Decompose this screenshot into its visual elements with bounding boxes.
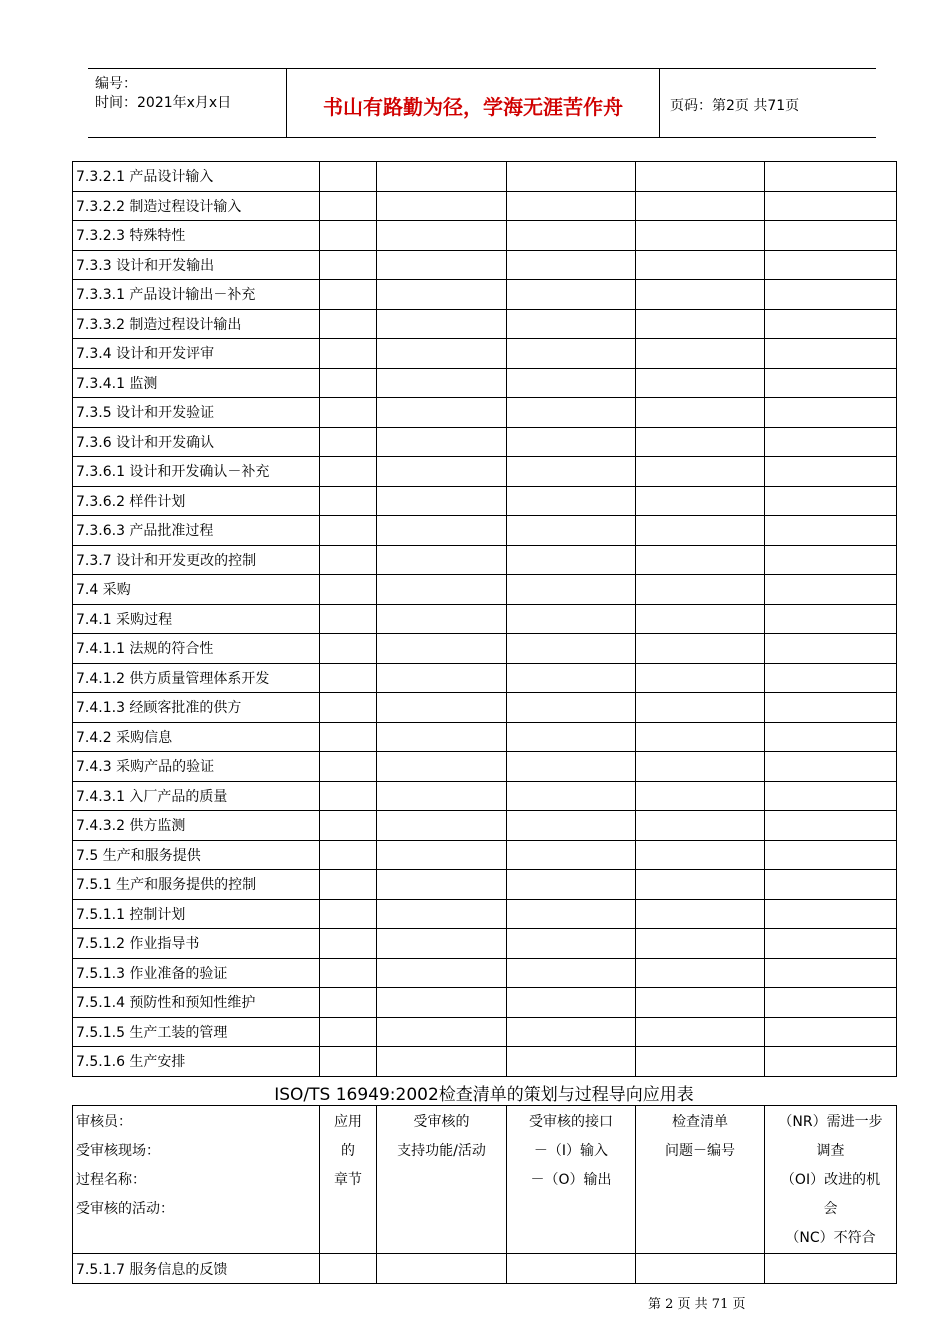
table-row <box>73 958 897 988</box>
blank-cell[interactable] <box>636 663 765 693</box>
blank-cell[interactable] <box>636 1017 765 1047</box>
blank-cell[interactable] <box>765 221 897 251</box>
blank-cell[interactable] <box>765 486 897 516</box>
clause-cell: 7.3.4 设计和开发评审 <box>73 339 320 369</box>
blank-cell[interactable] <box>636 929 765 959</box>
header-line: 应用 <box>334 1114 362 1130</box>
clause-cell: 7.3.2.3 特殊特性 <box>73 221 320 251</box>
blank-cell[interactable] <box>636 870 765 900</box>
blank-cell[interactable] <box>765 309 897 339</box>
blank-cell[interactable] <box>507 162 636 192</box>
blank-cell[interactable] <box>377 575 507 605</box>
blank-cell[interactable] <box>507 486 636 516</box>
table-row <box>73 634 897 664</box>
blank-cell[interactable] <box>636 162 765 192</box>
blank-cell[interactable] <box>320 339 377 369</box>
clause-cell: 7.4.2 采购信息 <box>73 722 320 752</box>
blank-cell[interactable] <box>636 457 765 487</box>
blank-cell[interactable] <box>636 516 765 546</box>
blank-cell[interactable] <box>320 221 377 251</box>
table-row <box>73 1017 897 1047</box>
blank-cell[interactable] <box>636 1254 765 1284</box>
blank-cell[interactable] <box>507 280 636 310</box>
blank-cell[interactable] <box>377 929 507 959</box>
clause-cell: 7.5.1 生产和服务提供的控制 <box>73 870 320 900</box>
blank-cell[interactable] <box>507 634 636 664</box>
blank-cell[interactable] <box>320 1017 377 1047</box>
blank-cell[interactable] <box>507 339 636 369</box>
header-page-label: 页码：第2页 共71页 <box>670 98 800 114</box>
header-line: （NC）不符合 <box>785 1230 876 1246</box>
header-line: －（O）输出 <box>530 1172 612 1188</box>
table-row <box>73 870 897 900</box>
header-motto-cell <box>287 69 660 137</box>
blank-cell[interactable] <box>765 368 897 398</box>
blank-cell[interactable] <box>320 752 377 782</box>
blank-cell[interactable] <box>507 1254 636 1284</box>
header-line: 受审核的 <box>413 1114 470 1130</box>
table-row <box>73 722 897 752</box>
clause-cell: 7.5.1.6 生产安排 <box>73 1047 320 1077</box>
blank-cell[interactable] <box>507 309 636 339</box>
table-row <box>73 457 897 487</box>
blank-cell[interactable] <box>636 427 765 457</box>
clause-cell: 7.3.7 设计和开发更改的控制 <box>73 545 320 575</box>
clause-cell: 7.3.5 设计和开发验证 <box>73 398 320 428</box>
blank-cell[interactable] <box>377 870 507 900</box>
blank-cell[interactable] <box>377 221 507 251</box>
clause-cell: 7.3.3.2 制造过程设计输出 <box>73 309 320 339</box>
blank-cell[interactable] <box>377 457 507 487</box>
checklist-question-header <box>636 1106 765 1254</box>
blank-cell[interactable] <box>377 840 507 870</box>
blank-cell[interactable] <box>377 693 507 723</box>
table-row <box>73 752 897 782</box>
blank-cell[interactable] <box>507 958 636 988</box>
table-row <box>73 840 897 870</box>
blank-cell[interactable] <box>377 899 507 929</box>
document-number-label: 编号： <box>95 76 137 92</box>
header-line: 章节 <box>334 1172 362 1188</box>
header-line: 调查 <box>816 1143 845 1159</box>
blank-cell[interactable] <box>765 899 897 929</box>
header-line: （OI）改进的机 <box>780 1172 881 1188</box>
blank-cell[interactable] <box>636 811 765 841</box>
blank-cell[interactable] <box>636 1047 765 1077</box>
blank-cell[interactable] <box>636 604 765 634</box>
table-row <box>73 929 897 959</box>
table-row <box>73 280 897 310</box>
blank-cell[interactable] <box>507 870 636 900</box>
blank-cell[interactable] <box>765 191 897 221</box>
blank-cell[interactable] <box>636 781 765 811</box>
blank-cell[interactable] <box>765 457 897 487</box>
blank-cell[interactable] <box>765 339 897 369</box>
blank-cell[interactable] <box>320 545 377 575</box>
blank-cell[interactable] <box>636 309 765 339</box>
blank-cell[interactable] <box>320 486 377 516</box>
audited-site-label: 受审核现场： <box>76 1143 160 1159</box>
blank-cell[interactable] <box>765 250 897 280</box>
table-row <box>73 191 897 221</box>
blank-cell[interactable] <box>320 280 377 310</box>
blank-cell[interactable] <box>765 1017 897 1047</box>
blank-cell[interactable] <box>377 722 507 752</box>
blank-cell[interactable] <box>765 1254 897 1284</box>
table-row <box>73 1254 897 1284</box>
blank-cell[interactable] <box>377 545 507 575</box>
blank-cell[interactable] <box>320 899 377 929</box>
table-row <box>73 1047 897 1077</box>
blank-cell[interactable] <box>765 811 897 841</box>
page-header <box>88 68 876 138</box>
blank-cell[interactable] <box>636 398 765 428</box>
table-row <box>73 516 897 546</box>
finding-type-header <box>765 1106 897 1254</box>
blank-cell[interactable] <box>320 781 377 811</box>
blank-cell[interactable] <box>320 398 377 428</box>
header-line: （NR）需进一步 <box>778 1114 883 1130</box>
blank-cell[interactable] <box>320 368 377 398</box>
clause-cell: 7.3.3 设计和开发输出 <box>73 250 320 280</box>
blank-cell[interactable] <box>507 368 636 398</box>
blank-cell[interactable] <box>320 516 377 546</box>
blank-cell[interactable] <box>507 545 636 575</box>
footer-page-number: 第 2 页 共 71 页 <box>648 1297 746 1312</box>
clause-cell: 7.4.3.2 供方监测 <box>73 811 320 841</box>
table-row <box>73 693 897 723</box>
table-row <box>73 427 897 457</box>
blank-cell[interactable] <box>636 840 765 870</box>
blank-cell[interactable] <box>765 545 897 575</box>
checklist-table <box>72 161 897 1077</box>
table-row <box>73 368 897 398</box>
blank-cell[interactable] <box>636 634 765 664</box>
blank-cell[interactable] <box>377 604 507 634</box>
blank-cell[interactable] <box>765 634 897 664</box>
blank-cell[interactable] <box>320 604 377 634</box>
header-page-cell <box>660 69 876 137</box>
blank-cell[interactable] <box>377 368 507 398</box>
header-line: －（I）输入 <box>533 1143 609 1159</box>
blank-cell[interactable] <box>765 604 897 634</box>
blank-cell[interactable] <box>320 427 377 457</box>
clause-cell: 7.3.6 设计和开发确认 <box>73 427 320 457</box>
clause-cell: 7.3.2.1 产品设计输入 <box>73 162 320 192</box>
blank-cell[interactable] <box>765 162 897 192</box>
blank-cell[interactable] <box>377 752 507 782</box>
blank-cell[interactable] <box>507 840 636 870</box>
blank-cell[interactable] <box>320 162 377 192</box>
blank-cell[interactable] <box>320 929 377 959</box>
blank-cell[interactable] <box>377 162 507 192</box>
blank-cell[interactable] <box>507 1047 636 1077</box>
blank-cell[interactable] <box>377 398 507 428</box>
blank-cell[interactable] <box>320 811 377 841</box>
header-line: 受审核的接口 <box>529 1114 613 1130</box>
blank-cell[interactable] <box>320 309 377 339</box>
clause-cell: 7.5.1.5 生产工装的管理 <box>73 1017 320 1047</box>
table-row <box>73 988 897 1018</box>
table-row <box>73 250 897 280</box>
blank-cell[interactable] <box>320 634 377 664</box>
blank-cell[interactable] <box>507 663 636 693</box>
blank-cell[interactable] <box>765 516 897 546</box>
blank-cell[interactable] <box>507 752 636 782</box>
clause-cell: 7.3.6.3 产品批准过程 <box>73 516 320 546</box>
blank-cell[interactable] <box>507 693 636 723</box>
blank-cell[interactable] <box>320 722 377 752</box>
blank-cell[interactable] <box>636 752 765 782</box>
clause-cell: 7.4.1.3 经顾客批准的供方 <box>73 693 320 723</box>
blank-cell[interactable] <box>765 929 897 959</box>
blank-cell[interactable] <box>765 958 897 988</box>
column-header-row <box>73 1106 897 1254</box>
clause-cell: 7.4.3 采购产品的验证 <box>73 752 320 782</box>
header-left-cell <box>88 69 287 137</box>
auditor-label: 审核员： <box>76 1114 132 1130</box>
header-line: 会 <box>823 1201 838 1217</box>
support-function-header <box>377 1106 507 1254</box>
blank-cell[interactable] <box>377 634 507 664</box>
clause-cell: 7.5.1.1 控制计划 <box>73 899 320 929</box>
blank-cell[interactable] <box>320 870 377 900</box>
blank-cell[interactable] <box>765 722 897 752</box>
blank-cell[interactable] <box>377 486 507 516</box>
table-row <box>73 604 897 634</box>
blank-cell[interactable] <box>320 1254 377 1284</box>
checklist-header-table <box>72 1105 897 1284</box>
blank-cell[interactable] <box>377 280 507 310</box>
blank-cell[interactable] <box>507 1017 636 1047</box>
blank-cell[interactable] <box>507 516 636 546</box>
clause-cell: 7.4.1 采购过程 <box>73 604 320 634</box>
clause-cell: 7.5.1.3 作业准备的验证 <box>73 958 320 988</box>
clause-cell: 7.5.1.4 预防性和预知性维护 <box>73 988 320 1018</box>
blank-cell[interactable] <box>765 752 897 782</box>
clause-cell: 7.3.2.2 制造过程设计输入 <box>73 191 320 221</box>
header-line: 问题－编号 <box>665 1143 735 1159</box>
blank-cell[interactable] <box>507 929 636 959</box>
blank-cell[interactable] <box>320 575 377 605</box>
blank-cell[interactable] <box>320 457 377 487</box>
blank-cell[interactable] <box>377 339 507 369</box>
header-line: 检查清单 <box>672 1114 728 1130</box>
blank-cell[interactable] <box>377 191 507 221</box>
blank-cell[interactable] <box>377 988 507 1018</box>
blank-cell[interactable] <box>636 486 765 516</box>
blank-cell[interactable] <box>377 427 507 457</box>
blank-cell[interactable] <box>377 250 507 280</box>
blank-cell[interactable] <box>320 693 377 723</box>
blank-cell[interactable] <box>377 663 507 693</box>
audited-activity-label: 受审核的活动： <box>76 1201 174 1217</box>
header-motto: 书山有路勤为径，学海无涯苦作舟 <box>323 95 623 119</box>
table-row <box>73 899 897 929</box>
blank-cell[interactable] <box>636 899 765 929</box>
clause-cell: 7.5.1.2 作业指导书 <box>73 929 320 959</box>
blank-cell[interactable] <box>507 250 636 280</box>
auditor-info-cell <box>73 1106 320 1254</box>
table-row <box>73 781 897 811</box>
blank-cell[interactable] <box>377 1254 507 1284</box>
table-row <box>73 339 897 369</box>
blank-cell[interactable] <box>507 781 636 811</box>
applicable-clause-header <box>320 1106 377 1254</box>
blank-cell[interactable] <box>765 427 897 457</box>
blank-cell[interactable] <box>320 840 377 870</box>
clause-cell: 7.4.3.1 入厂产品的质量 <box>73 781 320 811</box>
blank-cell[interactable] <box>377 516 507 546</box>
blank-cell[interactable] <box>507 722 636 752</box>
table-caption: ISO/TS 16949:2002检查清单的策划与过程导向应用表 <box>274 1085 694 1105</box>
blank-cell[interactable] <box>320 250 377 280</box>
blank-cell[interactable] <box>765 693 897 723</box>
process-name-label: 过程名称： <box>76 1172 146 1188</box>
blank-cell[interactable] <box>507 811 636 841</box>
table-row <box>73 398 897 428</box>
blank-cell[interactable] <box>377 811 507 841</box>
blank-cell[interactable] <box>320 191 377 221</box>
header-line: 的 <box>341 1143 355 1159</box>
blank-cell[interactable] <box>636 545 765 575</box>
document-time-label: 时间：2021年x月x日 <box>95 95 232 111</box>
blank-cell[interactable] <box>636 250 765 280</box>
clause-cell: 7.3.6.1 设计和开发确认－补充 <box>73 457 320 487</box>
blank-cell[interactable] <box>765 575 897 605</box>
header-line: 支持功能/活动 <box>397 1143 486 1159</box>
blank-cell[interactable] <box>507 221 636 251</box>
blank-cell[interactable] <box>377 1017 507 1047</box>
clause-cell: 7.3.6.2 样件计划 <box>73 486 320 516</box>
blank-cell[interactable] <box>377 1047 507 1077</box>
blank-cell[interactable] <box>765 870 897 900</box>
blank-cell[interactable] <box>507 988 636 1018</box>
blank-cell[interactable] <box>636 575 765 605</box>
blank-cell[interactable] <box>507 575 636 605</box>
blank-cell[interactable] <box>507 899 636 929</box>
blank-cell[interactable] <box>636 722 765 752</box>
blank-cell[interactable] <box>636 693 765 723</box>
blank-cell[interactable] <box>507 191 636 221</box>
blank-cell[interactable] <box>765 840 897 870</box>
blank-cell[interactable] <box>507 427 636 457</box>
blank-cell[interactable] <box>320 988 377 1018</box>
blank-cell[interactable] <box>377 781 507 811</box>
blank-cell[interactable] <box>636 339 765 369</box>
table-row <box>73 811 897 841</box>
blank-cell[interactable] <box>765 663 897 693</box>
blank-cell[interactable] <box>765 280 897 310</box>
table-row <box>73 221 897 251</box>
blank-cell[interactable] <box>636 191 765 221</box>
blank-cell[interactable] <box>377 958 507 988</box>
blank-cell[interactable] <box>507 398 636 428</box>
blank-cell[interactable] <box>765 988 897 1018</box>
clause-cell: 7.5.1.7 服务信息的反馈 <box>73 1254 320 1284</box>
blank-cell[interactable] <box>507 604 636 634</box>
blank-cell[interactable] <box>636 368 765 398</box>
blank-cell[interactable] <box>765 1047 897 1077</box>
blank-cell[interactable] <box>320 958 377 988</box>
clause-cell: 7.4 采购 <box>73 575 320 605</box>
table-row <box>73 575 897 605</box>
interface-header <box>507 1106 636 1254</box>
blank-cell[interactable] <box>377 309 507 339</box>
blank-cell[interactable] <box>320 663 377 693</box>
blank-cell[interactable] <box>636 280 765 310</box>
blank-cell[interactable] <box>507 457 636 487</box>
clause-cell: 7.4.1.1 法规的符合性 <box>73 634 320 664</box>
clause-cell: 7.3.3.1 产品设计输出－补充 <box>73 280 320 310</box>
blank-cell[interactable] <box>636 221 765 251</box>
clause-cell: 7.3.4.1 监测 <box>73 368 320 398</box>
blank-cell[interactable] <box>765 398 897 428</box>
table-row <box>73 545 897 575</box>
table-row <box>73 162 897 192</box>
blank-cell[interactable] <box>765 781 897 811</box>
blank-cell[interactable] <box>636 988 765 1018</box>
table-row <box>73 486 897 516</box>
blank-cell[interactable] <box>320 1047 377 1077</box>
table-row <box>73 309 897 339</box>
clause-cell: 7.4.1.2 供方质量管理体系开发 <box>73 663 320 693</box>
blank-cell[interactable] <box>636 958 765 988</box>
table-row <box>73 663 897 693</box>
clause-cell: 7.5 生产和服务提供 <box>73 840 320 870</box>
